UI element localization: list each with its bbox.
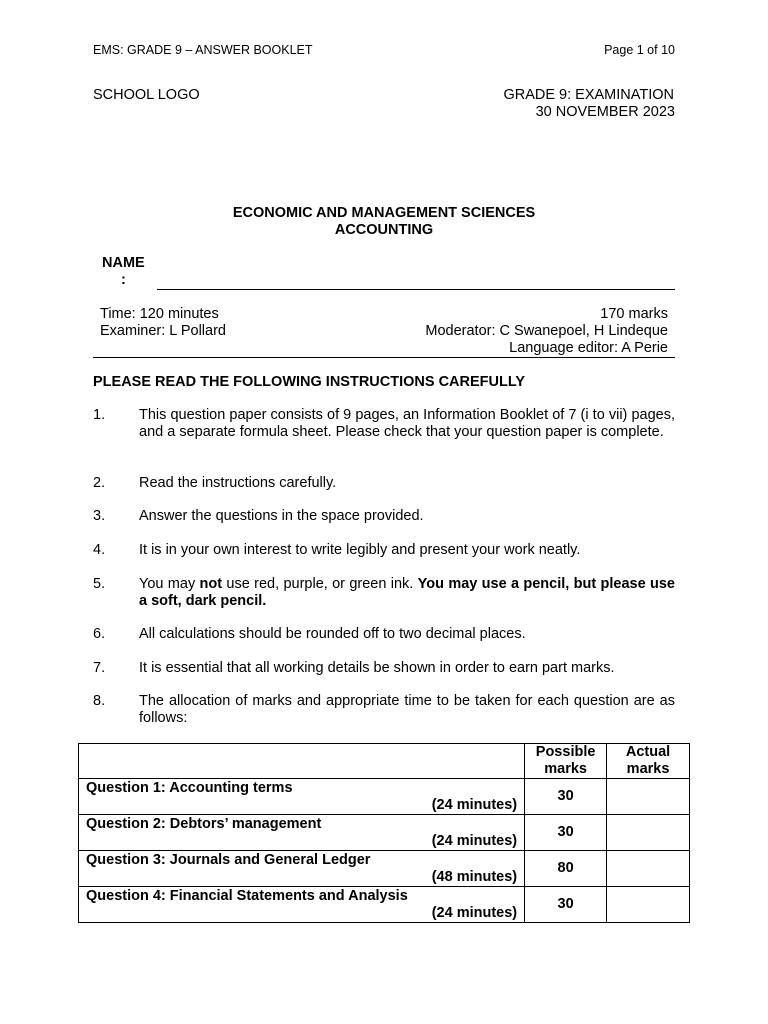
instruction-item xyxy=(93,576,675,610)
header-text: marks xyxy=(544,761,587,777)
instruction-number: 7. xyxy=(93,660,106,676)
table-row xyxy=(79,851,690,887)
possible-marks-cell: 30 xyxy=(525,779,607,815)
header-possible-marks xyxy=(525,744,607,779)
instruction-text: It is in your own interest to write legibly and present your work neatly. xyxy=(139,542,581,558)
exam-time: Time: 120 minutes xyxy=(100,306,219,322)
examiner: Examiner: L Pollard xyxy=(100,323,226,339)
instruction-text: This question paper consists of 9 pages, an Information Booklet of 7 (i to vii) pages, and a separate formula sheet. Please check that your question paper is complete. xyxy=(139,407,675,440)
subject-title: ECONOMIC AND MANAGEMENT SCIENCES xyxy=(232,205,536,221)
possible-marks-cell: 80 xyxy=(525,851,607,887)
exam-title: GRADE 9: EXAMINATION xyxy=(503,87,674,103)
question-cell xyxy=(79,851,525,887)
header-text: marks xyxy=(626,761,670,777)
subject-subtitle: ACCOUNTING xyxy=(334,222,434,238)
instruction-text-part: use red, purple, or green ink. xyxy=(222,576,418,592)
instruction-number: 2. xyxy=(93,475,106,491)
instruction-number: 4. xyxy=(93,542,106,558)
table-row xyxy=(79,815,690,851)
question-cell xyxy=(79,779,525,815)
instruction-text: The allocation of marks and appropriate time to be taken for each question are as follows: xyxy=(139,693,675,726)
header-text: Actual xyxy=(625,744,671,760)
question-cell xyxy=(79,815,525,851)
instruction-text-part: You may xyxy=(139,576,200,592)
table-header-row xyxy=(79,744,690,779)
name-label: NAME xyxy=(102,255,145,271)
total-marks: 170 marks xyxy=(600,306,668,322)
header-actual-marks xyxy=(607,744,690,779)
instructions-heading: PLEASE READ THE FOLLOWING INSTRUCTIONS CAREFULLY xyxy=(93,374,526,390)
moderator: Moderator: C Swanepoel, H Lindeque xyxy=(425,323,668,339)
instruction-text xyxy=(139,576,675,610)
question-time: (48 minutes) xyxy=(431,869,518,885)
marks-allocation-table xyxy=(78,743,690,923)
instruction-number: 8. xyxy=(93,693,106,709)
instruction-emphasis: not xyxy=(199,576,223,592)
instruction-item xyxy=(93,508,675,525)
instruction-item xyxy=(93,407,675,458)
instruction-item xyxy=(93,660,675,677)
name-write-line[interactable] xyxy=(157,289,675,290)
table-header-blank xyxy=(79,744,525,779)
actual-marks-cell[interactable] xyxy=(607,851,690,887)
instruction-text: It is essential that all working details be shown in order to earn part marks. xyxy=(139,660,615,676)
instruction-item xyxy=(93,475,675,492)
instruction-item xyxy=(93,542,675,559)
question-name: Question 2: Debtors’ management xyxy=(86,816,322,832)
possible-marks-cell: 30 xyxy=(525,887,607,923)
actual-marks-cell[interactable] xyxy=(607,779,690,815)
running-header-left: EMS: GRADE 9 – ANSWER BOOKLET xyxy=(93,43,313,57)
question-name: Question 1: Accounting terms xyxy=(86,780,293,796)
header-text: Possible xyxy=(535,744,596,760)
instruction-text: All calculations should be rounded off to two decimal places. xyxy=(139,626,526,642)
actual-marks-cell[interactable] xyxy=(607,887,690,923)
instruction-text: Read the instructions carefully. xyxy=(139,475,337,491)
instruction-number: 3. xyxy=(93,508,106,524)
table-row xyxy=(79,779,690,815)
instruction-number: 5. xyxy=(93,576,106,592)
question-time: (24 minutes) xyxy=(431,833,518,849)
page-number: Page 1 of 10 xyxy=(604,43,675,57)
instruction-emphasis: You may use a pencil, but please use a soft, dark pencil. xyxy=(139,576,675,609)
question-name: Question 4: Financial Statements and Analysis xyxy=(86,888,408,904)
actual-marks-cell[interactable] xyxy=(607,815,690,851)
instruction-item xyxy=(93,626,675,643)
question-cell xyxy=(79,887,525,923)
question-time: (24 minutes) xyxy=(431,905,518,921)
school-logo-placeholder: SCHOOL LOGO xyxy=(93,87,200,103)
instruction-item xyxy=(93,693,675,727)
name-label-colon: : xyxy=(121,272,126,288)
table-row xyxy=(79,887,690,923)
possible-marks-cell: 30 xyxy=(525,815,607,851)
instruction-number: 1. xyxy=(93,407,106,423)
question-name: Question 3: Journals and General Ledger xyxy=(86,852,371,868)
instruction-text: Answer the questions in the space provided. xyxy=(139,508,424,524)
instruction-number: 6. xyxy=(93,626,106,642)
question-time: (24 minutes) xyxy=(431,797,518,813)
language-editor: Language editor: A Perie xyxy=(509,340,668,356)
exam-date: 30 NOVEMBER 2023 xyxy=(535,104,675,120)
divider xyxy=(93,357,675,358)
